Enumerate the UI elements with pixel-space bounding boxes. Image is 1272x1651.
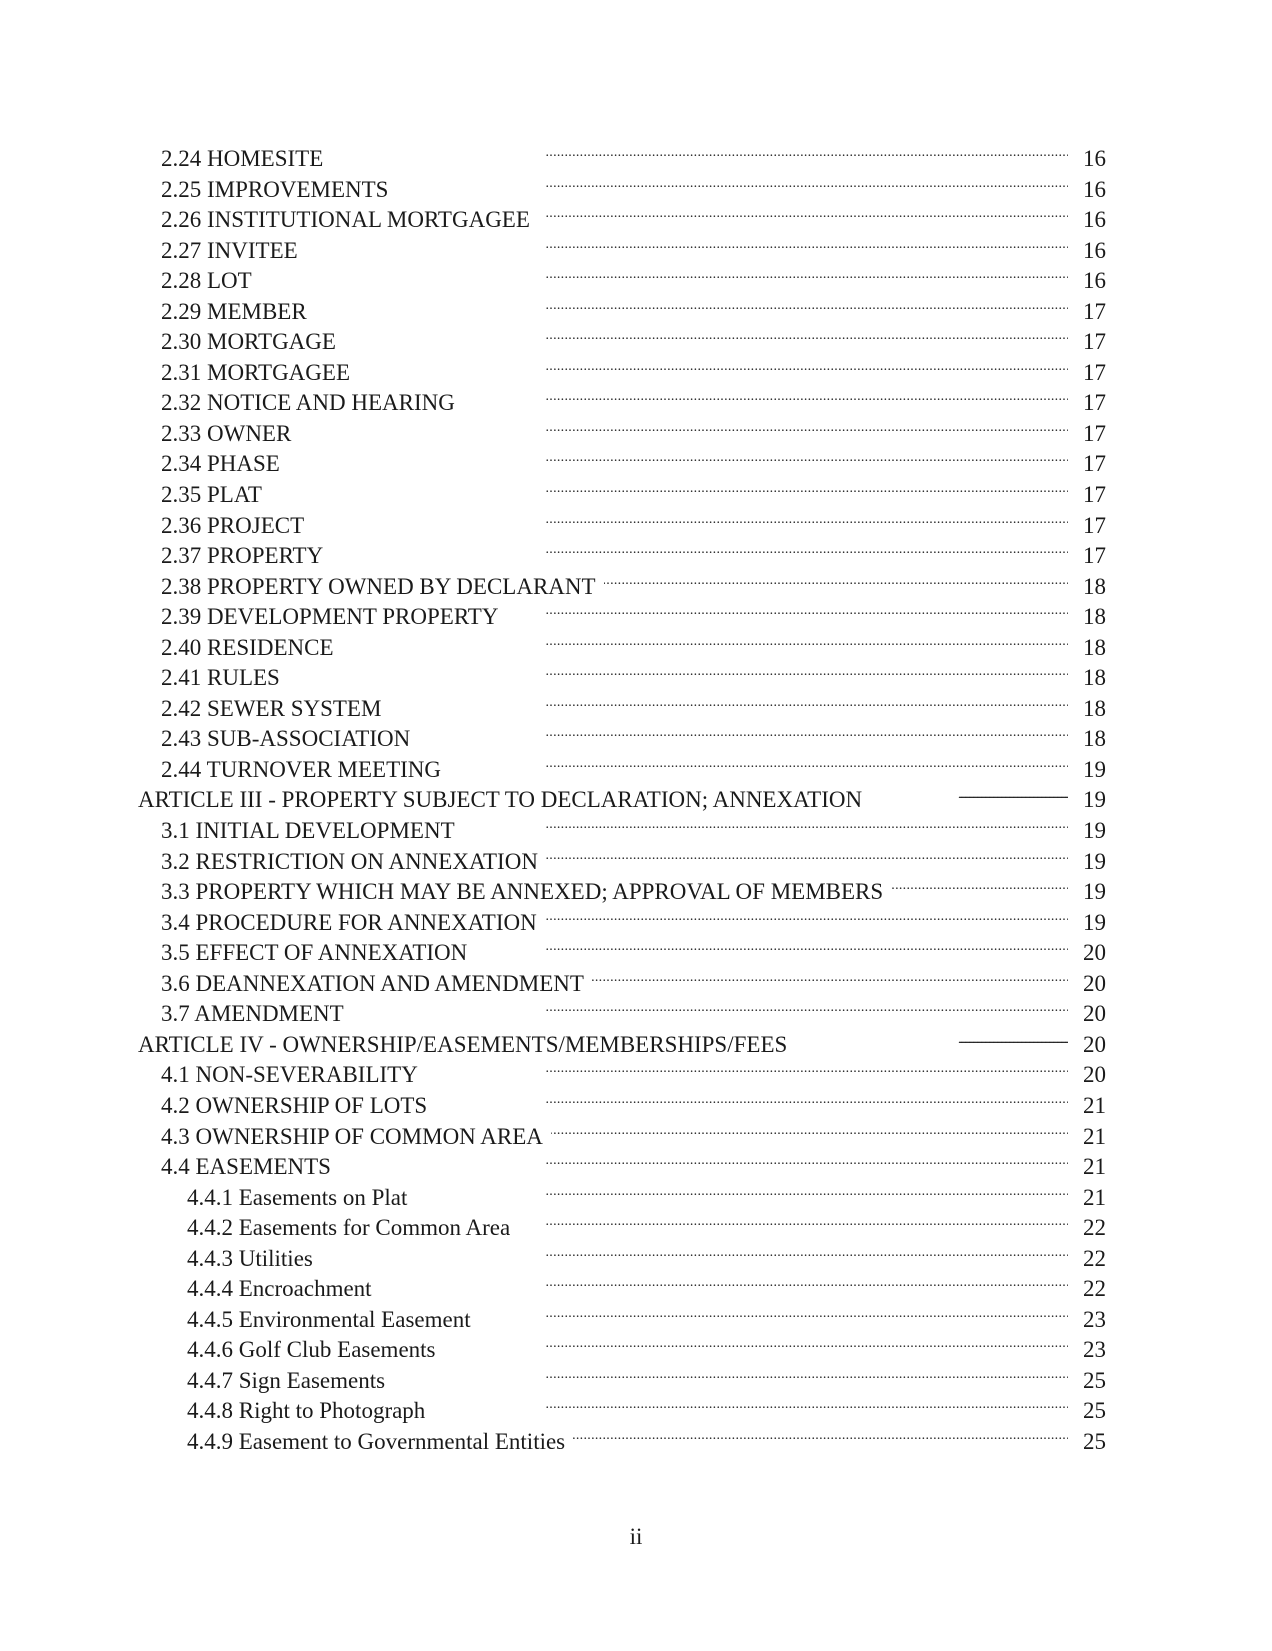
toc-dot-leader xyxy=(380,1266,1068,1296)
toc-entry-page: 19 xyxy=(1083,818,1106,844)
toc-entry-label: 2.34 PHASE xyxy=(161,451,280,477)
toc-dot-leader xyxy=(331,136,1068,166)
toc-dot-leader xyxy=(312,503,1068,533)
toc-entry-label: 4.4.9 Easement to Governmental Entities xyxy=(187,1428,566,1454)
toc-entry-page: 22 xyxy=(1083,1245,1106,1271)
toc-dot-leader xyxy=(342,625,1069,655)
toc-entry-page: 18 xyxy=(1083,665,1106,691)
toc-entry-label: 3.2 RESTRICTION ON ANNEXATION xyxy=(161,848,538,874)
toc-entry-label: 2.24 HOMESITE xyxy=(161,146,324,171)
toc-dot-leader xyxy=(435,1083,1068,1113)
toc-entry-label: 3.4 PROCEDURE FOR ANNEXATION xyxy=(161,909,537,935)
toc-entry-page: 18 xyxy=(1083,695,1106,721)
toc-entry-page: 19 xyxy=(1083,848,1106,874)
toc-entry-page: 20 xyxy=(1083,1001,1106,1027)
toc-dot-leader xyxy=(506,594,1068,624)
toc-entry-page: 25 xyxy=(1083,1398,1106,1424)
toc-entry-page: 22 xyxy=(1083,1276,1106,1302)
toc-entry-label: 3.1 INITIAL DEVELOPMENT xyxy=(161,818,455,844)
toc-entry-label: 2.27 INVITEE xyxy=(161,237,298,263)
toc-entry-page: 17 xyxy=(1083,329,1106,355)
toc-entry-page: 19 xyxy=(1083,756,1106,782)
toc-entry-page: 17 xyxy=(1083,512,1106,538)
toc-dot-leader xyxy=(551,1114,1068,1144)
toc-entry-label: 4.4.4 Encroachment xyxy=(187,1276,372,1302)
toc-entry-label: 3.3 PROPERTY WHICH MAY BE ANNEXED; APPROVAL OF MEMBERS xyxy=(161,879,884,905)
toc-dot-leader xyxy=(546,839,1068,869)
toc-entry-label: 2.31 MORTGAGEE xyxy=(161,359,350,385)
toc-entry-label: 2.33 OWNER xyxy=(161,420,292,446)
toc-dot-leader xyxy=(299,411,1068,441)
toc-dot-leader xyxy=(396,167,1068,197)
toc-entry-label: 3.7 AMENDMENT xyxy=(161,1001,344,1027)
toc-dot-leader xyxy=(260,258,1068,288)
toc-dot-leader xyxy=(463,380,1068,410)
toc-entry-label: 4.4.1 Easements on Plat xyxy=(187,1184,408,1210)
toc-dot-leader xyxy=(306,228,1068,258)
toc-entry-label: 2.44 TURNOVER MEETING xyxy=(161,756,442,782)
toc-entry-page: 21 xyxy=(1083,1154,1106,1180)
toc-entry-label: 2.40 RESIDENCE xyxy=(161,634,334,660)
toc-dot-leader xyxy=(352,991,1068,1021)
toc-dot-leader xyxy=(415,1175,1068,1205)
toc-entry-page: 21 xyxy=(1083,1123,1106,1149)
toc-entry-label: 4.4.5 Environmental Easement xyxy=(187,1306,471,1332)
toc-entry-label: 4.4.6 Golf Club Easements xyxy=(187,1337,436,1363)
toc-dot-leader xyxy=(270,472,1068,502)
toc-entry-label: 2.42 SEWER SYSTEM xyxy=(161,695,382,721)
toc-entry-page: 25 xyxy=(1083,1367,1106,1393)
toc-entry-label: 4.4.3 Utilities xyxy=(187,1245,313,1271)
page-number: ii xyxy=(629,1524,643,1549)
toc-entry-page: 16 xyxy=(1083,237,1106,263)
toc-dot-leader xyxy=(545,900,1068,930)
toc-dot-leader xyxy=(891,869,1068,899)
toc-entry-page: 18 xyxy=(1083,634,1106,660)
toc-entry-page: 22 xyxy=(1083,1215,1106,1241)
toc-entry-label: 2.43 SUB-ASSOCIATION xyxy=(161,726,411,752)
toc-dot-leader xyxy=(518,1205,1068,1235)
toc-dot-leader xyxy=(389,686,1068,716)
toc-entry-label: 2.26 INSTITUTIONAL MORTGAGEE xyxy=(161,207,530,233)
toc-entry-label: 4.1 NON-SEVERABILITY xyxy=(161,1062,418,1088)
toc-dot-leader xyxy=(339,1144,1068,1174)
toc-entry-page: 17 xyxy=(1083,482,1106,508)
toc-entry-label: 2.37 PROPERTY xyxy=(161,543,324,569)
toc-dot-leader xyxy=(358,350,1068,380)
toc-dot-leader xyxy=(604,564,1068,594)
toc-entry-page: 16 xyxy=(1083,146,1106,171)
table-of-contents xyxy=(0,136,1272,1454)
toc-dot-leader xyxy=(393,1358,1068,1388)
toc-dot-leader xyxy=(418,716,1068,746)
toc-dot-leader xyxy=(475,930,1068,960)
toc-dot-leader xyxy=(444,1327,1069,1357)
toc-entry-page: 17 xyxy=(1083,543,1106,569)
toc-entry-page: 16 xyxy=(1083,176,1106,202)
toc-dot-leader xyxy=(449,747,1068,777)
toc-dot-leader xyxy=(321,1236,1068,1266)
toc-entry-page: 20 xyxy=(1083,1062,1106,1088)
toc-entry-page: 23 xyxy=(1083,1306,1106,1332)
toc-entry-page: 20 xyxy=(1083,1031,1106,1057)
toc-entry-label: 4.2 OWNERSHIP OF LOTS xyxy=(161,1092,428,1118)
toc-dot-leader xyxy=(426,1052,1068,1082)
toc-entry-label: 2.30 MORTGAGE xyxy=(161,329,336,355)
toc-entry-label: 2.29 MEMBER xyxy=(161,298,307,324)
toc-dot-leader xyxy=(288,655,1068,685)
toc-entry-label: 2.36 PROJECT xyxy=(161,512,305,538)
toc-entry-page: 23 xyxy=(1083,1337,1106,1363)
toc-entry-label: 2.32 NOTICE AND HEARING xyxy=(161,390,455,416)
toc-dot-leader xyxy=(592,961,1068,991)
toc-entry-page: 19 xyxy=(1083,909,1106,935)
toc-entry-label: 2.39 DEVELOPMENT PROPERTY xyxy=(161,604,499,630)
toc-entry-label: 2.38 PROPERTY OWNED BY DECLARANT xyxy=(161,573,596,599)
toc-entry-label: 2.41 RULES xyxy=(161,665,280,691)
toc-entry[interactable] xyxy=(0,136,1272,171)
toc-entry-page: 20 xyxy=(1083,940,1106,966)
toc-entry-page: 21 xyxy=(1083,1184,1106,1210)
toc-entry-page: 16 xyxy=(1083,207,1106,233)
toc-entry-label: 2.28 LOT xyxy=(161,268,252,294)
toc-entry-page: 19 xyxy=(1083,879,1106,905)
toc-dot-leader xyxy=(315,289,1068,319)
toc-entry-label: 2.35 PLAT xyxy=(161,482,262,508)
toc-entry-label: 4.3 OWNERSHIP OF COMMON AREA xyxy=(161,1123,543,1149)
toc-dot-leader xyxy=(288,441,1068,471)
toc-dot-leader xyxy=(479,1297,1068,1327)
toc-entry-page: 16 xyxy=(1083,268,1106,294)
toc-entry-label: 4.4.7 Sign Easements xyxy=(187,1367,386,1393)
toc-entry-page: 18 xyxy=(1083,573,1106,599)
toc-entry-label: 4.4.2 Easements for Common Area xyxy=(187,1215,511,1241)
toc-dot-leader xyxy=(344,319,1068,349)
toc-entry-label: 4.4 EASEMENTS xyxy=(161,1154,331,1180)
toc-entry-page: 18 xyxy=(1083,726,1106,752)
toc-dot-leader xyxy=(463,808,1068,838)
toc-entry-page: 19 xyxy=(1083,787,1106,813)
toc-dot-leader xyxy=(573,1419,1068,1449)
toc-entry-label: ARTICLE III - PROPERTY SUBJECT TO DECLARATION; ANNEXATION xyxy=(138,787,863,813)
toc-entry-page: 17 xyxy=(1083,298,1106,324)
toc-dot-leader xyxy=(538,197,1068,227)
toc-dot-leader xyxy=(870,777,1068,807)
toc-entry-page: 17 xyxy=(1083,359,1106,385)
toc-entry-page: 25 xyxy=(1083,1428,1106,1454)
toc-entry-page: 20 xyxy=(1083,970,1106,996)
toc-dot-leader xyxy=(433,1388,1068,1418)
toc-entry-label: ARTICLE IV - OWNERSHIP/EASEMENTS/MEMBERSHIPS/FEES xyxy=(138,1031,788,1057)
toc-entry-page: 18 xyxy=(1083,604,1106,630)
toc-entry-label: 4.4.8 Right to Photograph xyxy=(187,1398,426,1424)
toc-dot-leader xyxy=(795,1022,1068,1052)
toc-entry-page: 17 xyxy=(1083,420,1106,446)
toc-entry-page: 17 xyxy=(1083,451,1106,477)
toc-dot-leader xyxy=(331,533,1068,563)
toc-entry-label: 3.6 DEANNEXATION AND AMENDMENT xyxy=(161,970,584,996)
toc-entry-label: 2.25 IMPROVEMENTS xyxy=(161,176,389,202)
toc-entry-label: 3.5 EFFECT OF ANNEXATION xyxy=(161,940,468,966)
toc-entry-page: 21 xyxy=(1083,1092,1106,1118)
toc-entry-page: 17 xyxy=(1083,390,1106,416)
